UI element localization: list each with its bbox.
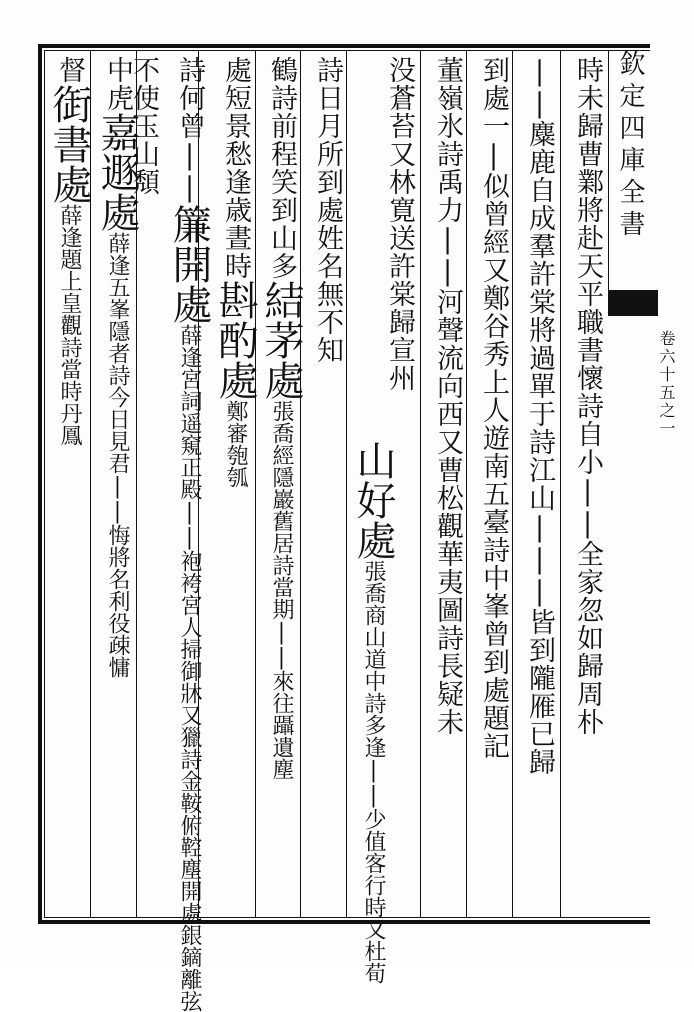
text-column	[96, 56, 138, 914]
column-rule	[560, 50, 561, 918]
entry-heading: 山好處	[350, 440, 396, 560]
margin-title: 欽定四庫全書	[608, 50, 651, 290]
text-column	[166, 56, 212, 1012]
text-column: ||麋鹿自成羣許棠將過單于詩江山|||皆到隴雁已歸	[524, 56, 555, 776]
entry-heading: 結茅處	[258, 280, 304, 400]
text-column: 董嶺氷詩禹力||河聲流向西又曹松觀華夷圖詩長疑未	[432, 56, 463, 736]
column-text: 督	[54, 56, 85, 84]
text-column	[214, 56, 256, 914]
entry-note: 鄭審匏瓠	[223, 400, 248, 488]
column-text: 没蒼苔又林寛送許棠歸宣州	[384, 56, 415, 392]
column-text: 鶴詩前程笑到山多	[266, 56, 297, 280]
entry-note: 薛逢五峯隱者詩今日見君||悔將名利役疎慵	[105, 232, 130, 678]
entry-note: 薛逢題上皇觀詩當時丹鳳	[57, 204, 82, 446]
text-column: 時未歸曹鄴將赴天平職書懷詩自小||全家忽如歸周朴	[572, 56, 603, 736]
column-text: 詩何曾||	[174, 56, 205, 204]
text-column: 到處一|似曾經又鄭谷秀上人遊南五臺詩中峯曾到處題記	[478, 56, 509, 760]
column-text: 詩日月所到處姓名無不知	[312, 56, 343, 364]
column-text: 不使玉山頽	[128, 56, 159, 196]
entry-heading: 衘書處	[46, 84, 92, 204]
column-rule	[420, 50, 421, 918]
column-text: 處短景愁逢歳晝時	[220, 56, 251, 280]
margin-volume: 卷六十五之一	[657, 330, 676, 438]
margin-black-band	[608, 290, 658, 316]
text-column	[350, 440, 396, 984]
entry-heading: 嘉遯處	[94, 112, 140, 232]
text-column	[260, 56, 302, 914]
entry-note: 張喬商山道中詩多逢||少值客行時又杜荀	[361, 560, 386, 984]
column-text: 中虎	[102, 56, 133, 112]
entry-heading: 簾開處	[166, 204, 212, 324]
entry-note: 薛逢宮詞遥窺正殿||袍袴宮人掃御牀又獵詩金鞍俯鞚塵開處銀鏑離弦	[177, 324, 202, 1012]
text-column	[46, 56, 92, 914]
text-column	[306, 56, 348, 914]
entry-heading: 斟酌處	[212, 280, 258, 400]
entry-note: 張喬經隱巖舊居詩當期||來往躡遺塵	[269, 400, 294, 780]
